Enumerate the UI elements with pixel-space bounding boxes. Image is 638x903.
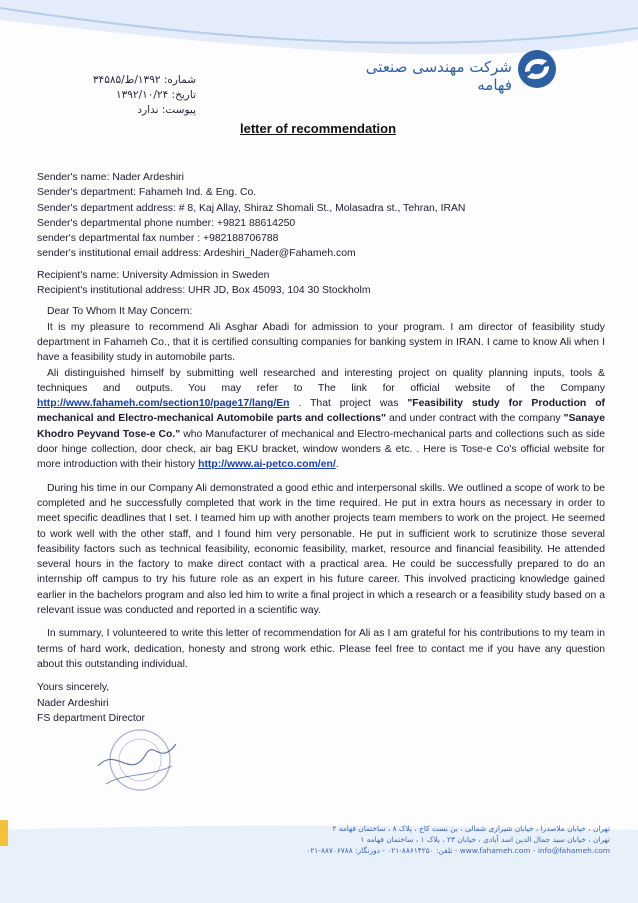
company-logo-icon xyxy=(516,48,558,90)
sender-department: Sender's department: Fahameh Ind. & Eng. Co. xyxy=(37,187,257,199)
company-name: شرکت مهندسی صنعتی فهامه xyxy=(365,58,512,94)
letter-content xyxy=(37,170,605,726)
letter-meta xyxy=(92,73,196,118)
signer-name: Nader Ardeshiri xyxy=(37,697,109,709)
recipient-name: Recipient's name: University Admission in Sweden xyxy=(37,269,270,281)
paragraph-4: In summary, I volunteered to write this letter of recommendation for Ali as I am grateful for his contributions to my team in terms of hard work, dedication, honesty and strong work ethic. Please feel free to contact me if you have any question about this outstanding individual. xyxy=(37,628,605,670)
footer-address-1: تهران ، خیابان ملاصدرا ، خیابان شیرازی شمالی ، بن بست کاج ، پلاک ۸ ، ساختمان فهامه ۲ xyxy=(332,824,610,833)
footer-contact: www.fahameh.com - info@fahameh.com - تلفن: ۸۸۶۱۴۲۵۰-۰۲۱ - دورنگار: ۸۸۷۰۶۷۸۸-۰۲۱ xyxy=(306,846,610,855)
company-title: "Sanaye Khodro Peyvand Tose-e Co." xyxy=(37,413,605,440)
company-stamp-signature xyxy=(96,726,178,798)
signature-block xyxy=(37,680,605,726)
recipient-block xyxy=(37,268,605,299)
footer-address-2: تهران ، خیابان سید جمال الدین اسد آبادی ، خیابان ۲۳ ، پلاک ۱ ، ساختمان فهامه ۱ xyxy=(360,835,610,844)
letter-number: شماره: ۱۳۹۲/ط/۳۴۵۸۵ xyxy=(92,74,196,86)
recipient-address: Recipient's institutional address: UHR JD, Box 45093, 104 30 Stockholm xyxy=(37,285,371,297)
fahameh-link[interactable]: http://www.fahameh.com/section10/page17/lang/En xyxy=(37,398,290,410)
sender-block xyxy=(37,170,605,262)
sender-fax: sender's departmental fax number : +982188706788 xyxy=(37,233,279,245)
letter-title: letter of recommendation xyxy=(240,121,397,136)
sender-email: sender's institutional email address: Ardeshiri_Nader@Fahameh.com xyxy=(37,248,356,260)
letter-attachment: پیوست: ندارد xyxy=(137,104,196,116)
paragraph-3: During his time in our Company Ali demonstrated a good ethic and interpersonal skills. We outlined a scope of work to be completed and he successfully completed that work in the time required. He put in extra hours as necessary in order to meet specific deadlines that I set. I teamed him up with another projects team members to work on the project. He seemed to work well with the other staff, and I found him very personable. He put in sufficient work to scrutinize those several feasibility factors such as technical feasibility, economic feasibility, market, resource and financial feasibility. He attended several hours in the factory to make direct contact with a practical area. He could be successfully prepared to do an internship off campus to try his future role as an expert in his future career. This involved practicing knowledge gained earlier in the bachelors program and also led him to write a final project in which a research or a feasibility study based on a relevant issue was conducted and reported in a scientific way. xyxy=(37,482,605,617)
letter-date: تاریخ: ۱۳۹۲/۱۰/۲۴ xyxy=(116,89,196,101)
sender-phone: Sender's departmental phone number: +9821 88614250 xyxy=(37,217,296,229)
ai-petco-link[interactable]: http://www.ai-petco.com/en/ xyxy=(198,459,336,471)
signer-title: FS department Director xyxy=(37,712,145,724)
paragraph-1: It is my pleasure to recommend Ali Asghar Abadi for admission to your program. I am director of feasibility study department in Fahameh Co., that it is certified consulting companies for banking system in IRAN. I came to know Ali when I have a feasibility study in automobile parts. xyxy=(37,321,605,364)
closing: Yours sincerely, xyxy=(37,682,110,694)
paragraph-2: Ali distinguished himself by submitting well researched and interesting project on quality planning inputs, tools & techniques and outputs. You may refer to The link for official website of the Company http://www.fahameh.com/section10/page17/lang/En . That project was "Feasibility study for Production of mechanical and Electro-mechanical Automobile parts and collections" and under contract with the company "Sanaye Khodro Peyvand Tose-e Co." who Manufacturer of mechanical and Electro-mechanical parts and collections such as side door hinge collection, door check, air bag EKU bracket, window wonders & etc. . Here is Tose-e Co's official website for more introduction with their history http://www.ai-petco.com/en/. xyxy=(37,367,605,471)
sender-name: Sender's name: Nader Ardeshiri xyxy=(37,172,184,183)
sender-address: Sender's department address: # 8, Kaj Allay, Shiraz Shomali St., Molasadra st., Tehran, IRAN xyxy=(37,202,466,214)
salutation: Dear To Whom It May Concern: xyxy=(47,306,193,318)
project-title: "Feasibility study for Production of mechanical and Electro-mechanical Automobile parts and collections" xyxy=(37,398,605,425)
